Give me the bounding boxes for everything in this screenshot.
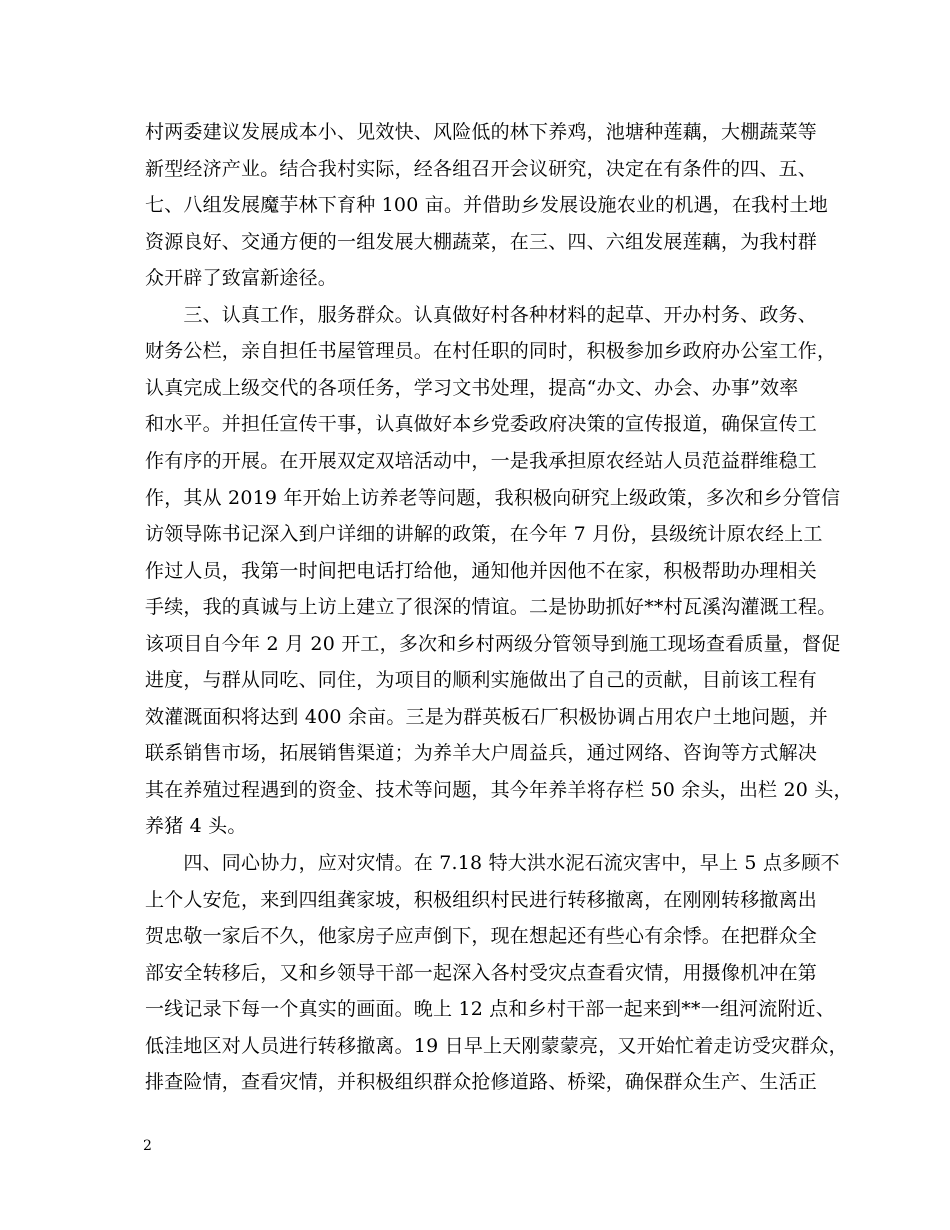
text-line: 上个人安危，来到四组龚家坡，积极组织村民进行转移撤离，在刚刚转移撤离出 <box>145 888 818 911</box>
text-line: 和水平。并担任宣传干事，认真做好本乡党委政府决策的宣传报道，确保宣传工 <box>145 413 818 436</box>
text-line: 低洼地区对人员进行转移撤离。19 日早上天刚蒙蒙亮，又开始忙着走访受灾群众， <box>145 1034 848 1057</box>
text-line: 部安全转移后，又和乡领导干部一起深入各村受灾点查看灾情，用摄像机冲在第 <box>145 961 818 984</box>
text-line: 其在养殖过程遇到的资金、技术等问题，其今年养羊将存栏 50 余头，出栏 20 头， <box>145 778 853 801</box>
text-line: 效灌溉面积将达到 400 余亩。三是为群英板石厂积极协调占用农户土地问题，并 <box>145 705 828 728</box>
text-line: 排查险情，查看灾情，并积极组织群众抢修道路、桥梁，确保群众生产、生活正 <box>145 1071 818 1094</box>
text-line: 众开辟了致富新途径。 <box>145 267 338 290</box>
text-line: 作有序的开展。在开展双定双培活动中，一是我承担原农经站人员范益群维稳工 <box>145 449 818 472</box>
text-line: 七、八组发展魔芋林下育种 100 亩。并借助乡发展设施农业的机遇，在我村土地 <box>145 194 828 217</box>
text-line: 作过人员，我第一时间把电话打给他，通知他并因他不在家，积极帮助办理相关 <box>145 559 818 582</box>
text-line: 作，其从 2019 年开始上访养老等问题，我积极向研究上级政策，多次和乡分管信 <box>145 486 841 509</box>
text-line: 认真完成上级交代的各项任务，学习文书处理，提高“办文、办会、办事”效率 <box>145 376 799 399</box>
text-line: 访领导陈书记深入到户详细的讲解的政策，在今年 7 月份，县级统计原农经上工 <box>145 523 823 546</box>
text-line: 财务公栏，亲自担任书屋管理员。在村任职的同时，积极参加乡政府办公室工作， <box>145 340 837 363</box>
text-line: 资源良好、交通方便的一组发展大棚蔬菜，在三、四、六组发展莲藕，为我村群 <box>145 230 818 253</box>
text-line: 手续，我的真诚与上访上建立了很深的情谊。二是协助抓好**村瓦溪沟灌溉工程。 <box>145 596 837 619</box>
text-line: 一线记录下每一个真实的画面。晚上 12 点和乡村干部一起来到**一组河流附近、 <box>145 998 836 1021</box>
text-line: 贺忠敬一家后不久，他家房子应声倒下，现在想起还有些心有余悸。在把群众全 <box>145 925 818 948</box>
text-line: 村两委建议发展成本小、见效快、风险低的林下养鸡，池塘种莲藕，大棚蔬菜等 <box>145 121 818 143</box>
text-line: 该项目自今年 2 月 20 开工，多次和乡村两级分管领导到施工现场查看质量，督促 <box>145 632 841 655</box>
page-number: 2 <box>143 1138 152 1154</box>
text-line: 四、同心协力，应对灾情。在 7.18 特大洪水泥石流灾害中，早上 5 点多顾不 <box>145 852 840 874</box>
text-line: 三、认真工作，服务群众。认真做好村各种材料的起草、开办村务、政务、 <box>145 303 818 326</box>
text-line: 联系销售市场，拓展销售渠道；为养羊大户周益兵，通过网络、咨询等方式解决 <box>145 742 818 765</box>
text-line: 养猪 4 头。 <box>145 815 247 838</box>
text-line: 进度，与群从同吃、同住，为项目的顺利实施做出了自己的贡献，目前该工程有 <box>145 669 818 692</box>
text-line: 新型经济产业。结合我村实际，经各组召开会议研究，决定在有条件的四、五、 <box>145 157 818 180</box>
